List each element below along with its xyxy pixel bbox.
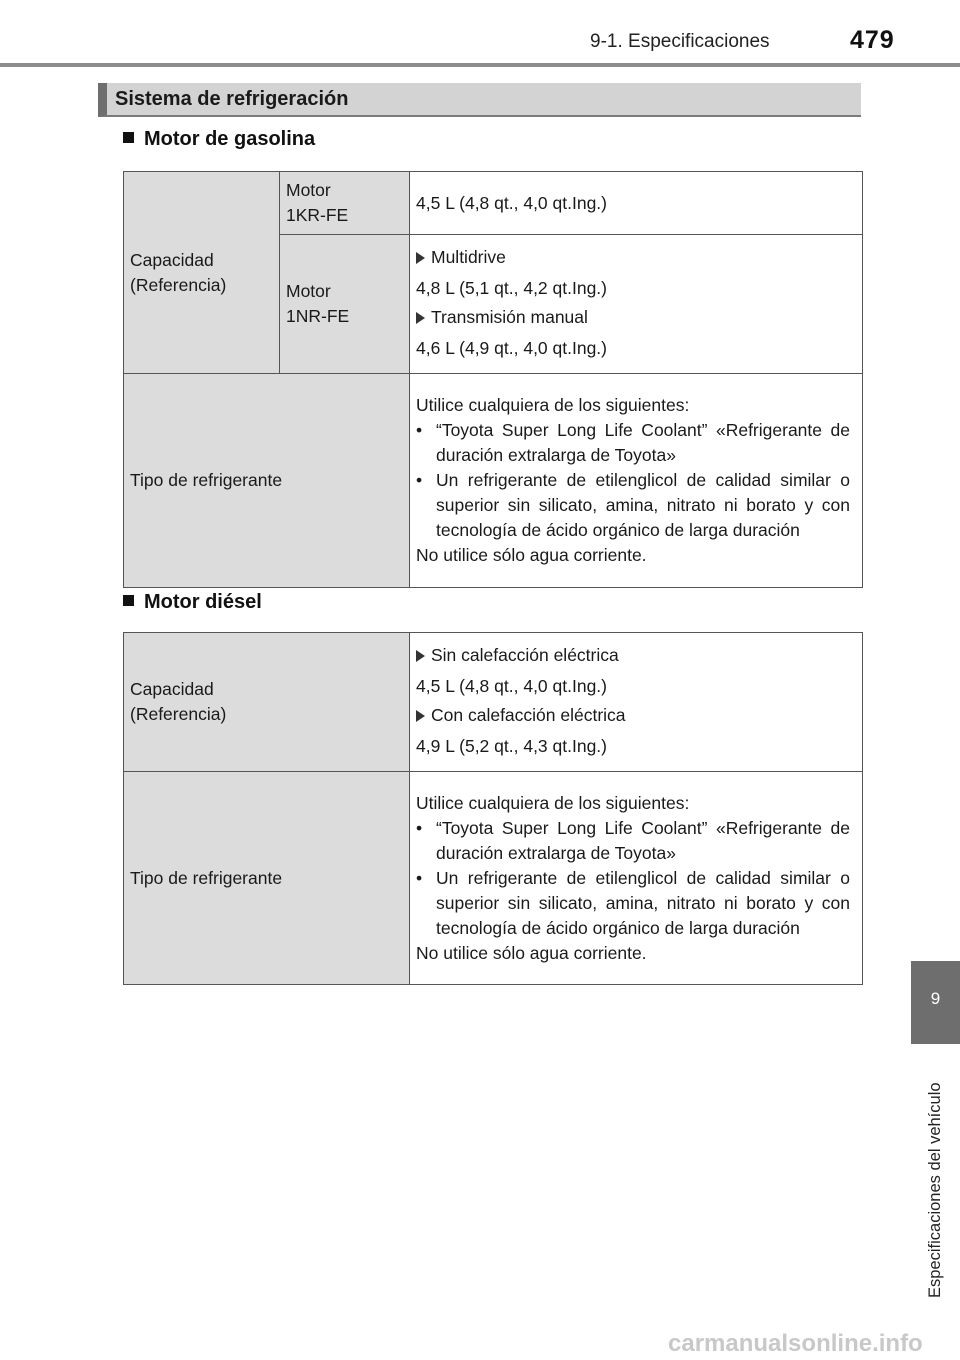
diesel-value2: 4,9 L (5,2 qt., 4,3 qt.Ing.) xyxy=(416,736,607,756)
engine2-value2: 4,6 L (4,9 qt., 4,0 qt.Ing.) xyxy=(416,338,607,358)
diesel-option1 xyxy=(416,643,850,668)
diesel-type-intro: Utilice cualquiera de los siguientes: xyxy=(416,792,690,813)
section-title: Sistema de refrigeración xyxy=(115,88,349,110)
bullet-dot: • xyxy=(416,867,423,888)
gasoline-type-bullet2 xyxy=(416,468,850,543)
gasoline-capacity-label-cell xyxy=(124,172,280,374)
gasoline-type-bullet1 xyxy=(416,418,850,468)
engine2-option2 xyxy=(416,305,850,330)
engine1-label: Motor 1KR-FE xyxy=(286,180,349,225)
diesel-option1-text: Sin calefacción eléctrica xyxy=(431,645,619,665)
triangle-arrow-icon xyxy=(416,252,425,264)
diesel-table xyxy=(123,632,863,985)
gasoline-type-label-cell xyxy=(124,374,410,588)
diesel-capacity-label-cell xyxy=(124,633,410,772)
header-section-title: 9-1. Especificaciones xyxy=(590,31,770,52)
square-bullet-icon xyxy=(123,595,134,606)
diesel-heading xyxy=(123,591,262,614)
triangle-arrow-icon xyxy=(416,312,425,324)
diesel-type-note: No utilice sólo agua corriente. xyxy=(416,942,647,963)
engine2-option2-text: Transmisión manual xyxy=(431,307,588,327)
bullet-dot: • xyxy=(416,470,423,490)
gasoline-table xyxy=(123,171,863,588)
gasoline-capacity-label: Capacidad (Referencia) xyxy=(130,249,227,295)
diesel-type-bullet2 xyxy=(416,866,850,941)
square-bullet-icon xyxy=(123,132,134,143)
header-rule xyxy=(0,63,960,67)
engine2-value1: 4,8 L (5,1 qt., 4,2 qt.Ing.) xyxy=(416,278,607,298)
chapter-tab xyxy=(911,961,960,1044)
triangle-arrow-icon xyxy=(416,650,425,662)
chapter-side-label: Especificaciones del vehículo xyxy=(926,1082,944,1298)
engine1-label-cell xyxy=(280,172,410,235)
gasoline-type-label: Tipo de refrigerante xyxy=(130,470,283,490)
chapter-tab-number: 9 xyxy=(930,989,941,1008)
gasoline-type-note: No utilice sólo agua corriente. xyxy=(416,545,647,565)
diesel-heading-text: Motor diésel xyxy=(144,591,262,613)
section-bar xyxy=(98,83,861,117)
diesel-type-bullet2-text: Un refrigerante de etilenglicol de calidad similar o superior sin silicato, amina, nitrato ni borato y con tecnología de ácido orgánico de larga duración xyxy=(436,867,850,938)
gasoline-type-value-cell xyxy=(410,374,863,588)
engine2-option1-text: Multidrive xyxy=(431,247,506,267)
diesel-type-bullet1 xyxy=(416,816,850,866)
bullet-dot: • xyxy=(416,817,423,838)
gasoline-type-intro: Utilice cualquiera de los siguientes: xyxy=(416,395,690,415)
diesel-option2-text: Con calefacción eléctrica xyxy=(431,705,626,725)
gasoline-type-bullet1-text: “Toyota Super Long Life Coolant” «Refrigerante de duración extralarga de Toyota» xyxy=(436,420,850,465)
page-number: 479 xyxy=(850,26,895,54)
engine1-value: 4,5 L (4,8 qt., 4,0 qt.Ing.) xyxy=(416,192,607,213)
diesel-type-value-cell xyxy=(410,772,863,985)
bullet-dot: • xyxy=(416,420,423,440)
diesel-type-label-cell xyxy=(124,772,410,985)
gasoline-type-bullet2-text: Un refrigerante de etilenglicol de calidad similar o superior sin silicato, amina, nitrato ni borato y con tecnología de ácido orgánico de larga duración xyxy=(436,470,850,540)
diesel-capacity-label: Capacidad (Referencia) xyxy=(130,679,227,724)
engine2-value-cell xyxy=(410,235,863,374)
diesel-option2 xyxy=(416,703,850,728)
engine2-label-cell xyxy=(280,235,410,374)
diesel-type-bullet1-text: “Toyota Super Long Life Coolant” «Refrigerante de duración extralarga de Toyota» xyxy=(436,817,850,863)
engine1-value-cell xyxy=(410,172,863,235)
engine2-option1 xyxy=(416,245,850,270)
engine2-label: Motor 1NR-FE xyxy=(286,281,350,326)
watermark: carmanualsonline.info xyxy=(668,1330,923,1357)
gasoline-heading xyxy=(123,128,315,151)
diesel-capacity-value-cell xyxy=(410,633,863,772)
gasoline-heading-text: Motor de gasolina xyxy=(144,128,316,150)
diesel-value1: 4,5 L (4,8 qt., 4,0 qt.Ing.) xyxy=(416,676,607,696)
diesel-type-label: Tipo de refrigerante xyxy=(130,867,283,888)
triangle-arrow-icon xyxy=(416,710,425,722)
